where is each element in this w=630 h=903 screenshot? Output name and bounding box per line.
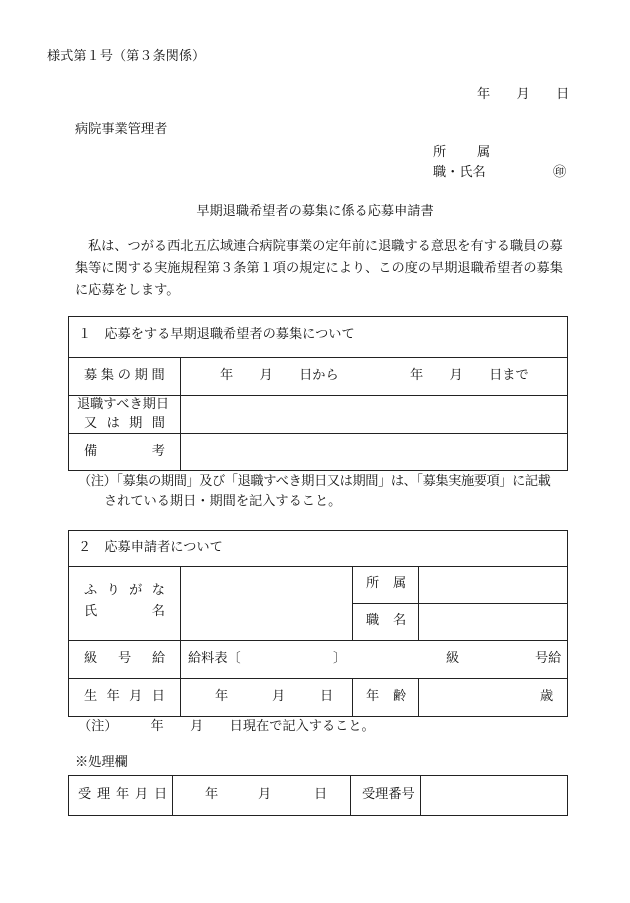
seal-mark: ㊞ (553, 165, 567, 180)
receipt-number-label: 受理番号 (362, 787, 415, 802)
birth-month-unit: 月 (272, 689, 286, 704)
body-line: に応募をします。 (75, 283, 180, 298)
body-line: 集等に関する実施規程第３条第１項の規定により、この度の早期退職希望者の募集 (75, 261, 563, 276)
table-rule (68, 678, 568, 679)
section1-note: されている期日・期間を記入すること。 (104, 494, 342, 509)
retirement-date-label: 退職すべき期日 (77, 397, 170, 412)
grade-unit: 級 (446, 651, 460, 666)
addressee: 病院事業管理者 (75, 122, 168, 137)
table-rule (68, 433, 568, 434)
table-rule (68, 640, 568, 641)
furigana-label: ふりがな (84, 583, 175, 598)
birthdate-label: 生年月日 (84, 689, 175, 704)
table-rule (420, 775, 421, 816)
table-rule (180, 566, 181, 717)
table-rule (68, 566, 568, 567)
body-line: 私は、つがる西北五広域連合病院事業の定年前に退職する意思を有する職員の募 (88, 239, 563, 254)
recruitment-period-label: 募集の期間 (84, 368, 169, 383)
received-year-unit: 年 (205, 787, 219, 802)
section1-heading: １ 応募をする早期退職希望者の募集について (78, 327, 355, 342)
grade-step-label: 級号給 (84, 651, 186, 666)
table-rule (352, 678, 353, 717)
birth-year-unit: 年 (215, 689, 229, 704)
recruitment-period-from: 年 月 日から (220, 368, 339, 383)
received-month-unit: 月 (258, 787, 272, 802)
table-rule (352, 566, 353, 641)
age-unit: 歳 (540, 689, 554, 704)
table-rule (68, 357, 568, 358)
table-rule (350, 775, 351, 816)
remarks-label: 備考 (84, 444, 220, 459)
received-date-label: 受理年月日 (78, 787, 173, 802)
position-label: 職名 (366, 613, 420, 628)
section1-note: （注）「募集の期間」及び「退職すべき期日又は期間」は、「募集実施要項」に記載 (78, 474, 551, 489)
affiliation-label: 所属 (366, 576, 420, 591)
birth-day-unit: 日 (320, 689, 334, 704)
section2-heading: ２ 応募申請者について (78, 540, 223, 555)
table-rule (352, 603, 568, 604)
processing-heading: ※処理欄 (75, 755, 128, 770)
document-title: 早期退職希望者の募集に係る応募申請書 (196, 204, 434, 219)
step-unit: 号給 (535, 651, 562, 666)
table-rule (68, 395, 568, 396)
applicant-position-name-label: 職・氏名 (433, 165, 486, 180)
section2-note: （注） 年 月 日現在で記入すること。 (78, 719, 375, 734)
salary-table-field: 給料表〔 〕 (188, 651, 347, 666)
age-label: 年齢 (366, 689, 420, 704)
name-label: 氏名 (84, 604, 220, 619)
received-day-unit: 日 (314, 787, 328, 802)
form-number: 様式第１号（第３条関係） (47, 49, 206, 64)
application-date: 年 月 日 (477, 87, 570, 102)
retirement-period-label: 又は期間 (84, 416, 175, 431)
applicant-affiliation-label: 所属 (433, 145, 521, 160)
recruitment-period-to: 年 月 日まで (410, 368, 529, 383)
